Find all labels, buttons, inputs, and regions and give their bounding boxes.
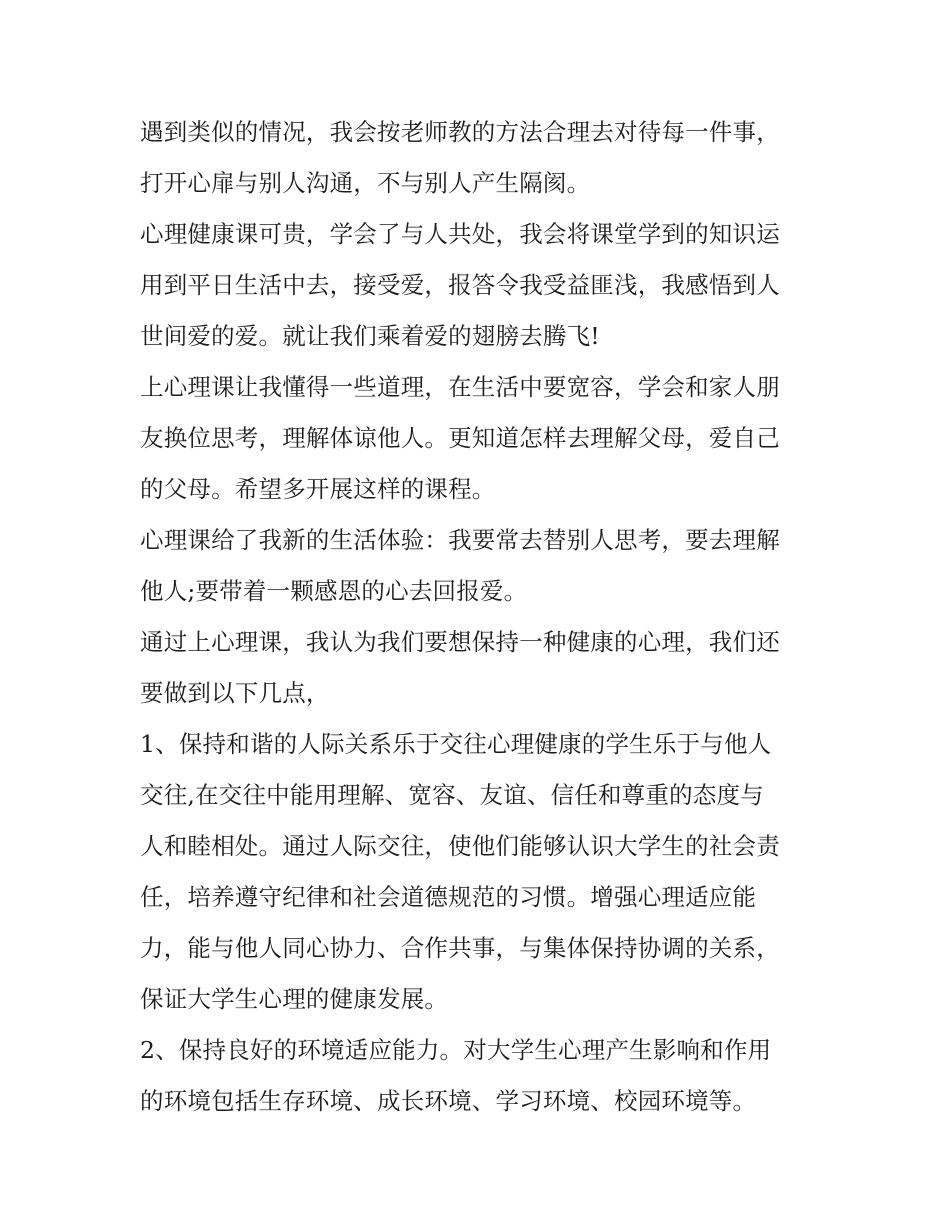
- text-line: 1、保持和谐的人际关系乐于交往心理健康的学生乐于与他人: [140, 730, 772, 758]
- text-line: 2、保持良好的环境适应能力。对大学生心理产生影响和作用: [140, 1036, 772, 1064]
- text-line: 友换位思考，理解体谅他人。更知道怎样去理解父母，爱自己: [140, 424, 780, 452]
- text-line: 的环境包括生存环境、成长环境、学习环境、校园环境等。: [140, 1087, 757, 1115]
- text-line: 要做到以下几点，: [140, 679, 330, 707]
- text-line: 世间爱的爱。就让我们乘着爱的翅膀去腾飞!: [140, 322, 600, 350]
- text-line: 通过上心理课，我认为我们要想保持一种健康的心理，我们还: [140, 628, 780, 656]
- text-line: 的父母。希望多开展这样的课程。: [140, 475, 496, 503]
- text-line: 他人;要带着一颗感恩的心去回报爱。: [140, 577, 528, 605]
- document-body: [140, 107, 820, 1127]
- text-line: 上心理课让我懂得一些道理，在生活中要宽容，学会和家人朋: [140, 373, 780, 401]
- text-line: 力，能与他人同心协力、合作共事，与集体保持协调的关系，: [140, 934, 780, 962]
- text-line: 遇到类似的情况，我会按老师教的方法合理去对待每一件事，: [140, 118, 780, 146]
- text-line: 打开心扉与别人沟通，不与别人产生隔阂。: [140, 169, 591, 197]
- text-line: 保证大学生心理的健康发展。: [140, 985, 449, 1013]
- text-line: 心理健康课可贵，学会了与人共处，我会将课堂学到的知识运: [140, 220, 780, 248]
- text-line: 人和睦相处。通过人际交往，使他们能够认识大学生的社会责: [140, 832, 780, 860]
- text-line: 心理课给了我新的生活体验：我要常去替别人思考，要去理解: [140, 526, 780, 554]
- text-line: 交往,在交往中能用理解、宽容、友谊、信任和尊重的态度与: [140, 781, 764, 809]
- text-line: 用到平日生活中去，接受爱，报答令我受益匪浅，我感悟到人: [140, 271, 780, 299]
- text-line: 任，培养遵守纪律和社会道德规范的习惯。增强心理适应能: [140, 883, 757, 911]
